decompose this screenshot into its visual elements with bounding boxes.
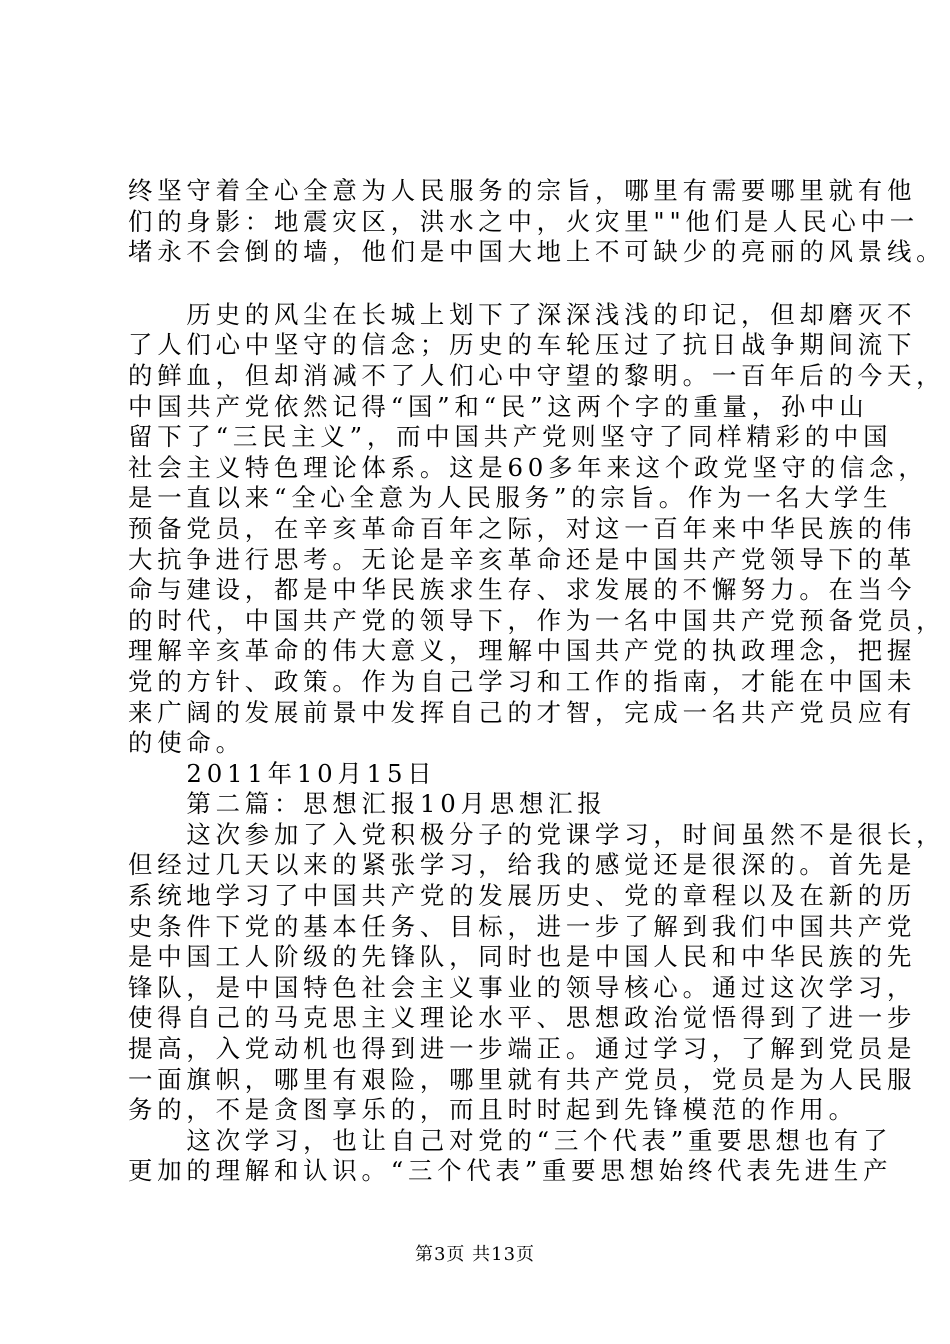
text-line: 第二篇：思想汇报10月思想汇报: [128, 789, 607, 819]
text-line: 但经过几天以来的紧张学习，给我的感觉还是很深的。首先是: [128, 850, 917, 880]
text-line: 预备党员，在辛亥革命百年之际，对这一百年来中华民族的伟: [128, 513, 917, 543]
text-line: 党的方针、政策。作为自己学习和工作的指南，才能在中国未: [128, 666, 917, 696]
text-line: 的时代，中国共产党的领导下，作为一名中国共产党预备党员，: [128, 605, 946, 635]
text-line: 务的，不是贪图享乐的，而且时时起到先锋模范的作用。: [128, 1095, 858, 1125]
text-line: 这次参加了入党积极分子的党课学习，时间虽然不是很长，: [128, 819, 946, 849]
text-line: 堵永不会倒的墙，他们是中国大地上不可缺少的亮丽的风景线。: [128, 237, 946, 267]
text-line: 们的身影：地震灾区，洪水之中，火灾里""他们是人民心中一: [128, 206, 919, 236]
text-line: 是一直以来“全心全意为人民服务”的宗旨。作为一名大学生: [128, 483, 893, 513]
text-line: 的使命。: [128, 728, 245, 758]
paragraph-p3: [128, 819, 946, 1126]
text-line: 系统地学习了中国共产党的发展历史、党的章程以及在新的历: [128, 881, 917, 911]
text-line: 锋队，是中国特色社会主义事业的领导核心。通过这次学习，: [128, 972, 917, 1002]
text-line: 一面旗帜，哪里有艰险，哪里就有共产党员，党员是为人民服: [128, 1064, 917, 1094]
text-line: 历史的风尘在长城上划下了深深浅浅的印记，但却磨灭不: [128, 299, 917, 329]
text-line: 了人们心中坚守的信念；历史的车轮压过了抗日战争期间流下: [128, 330, 917, 360]
text-line: 更加的理解和认识。“三个代表”重要思想始终代表先进生产: [128, 1156, 893, 1186]
text-line: 理解辛亥革命的伟大意义，理解中国共产党的执政理念，把握: [128, 636, 917, 666]
text-line: 大抗争进行思考。无论是辛亥革命还是中国共产党领导下的革: [128, 544, 917, 574]
text-line: 社会主义特色理论体系。这是60多年来这个政党坚守的信念，: [128, 452, 928, 482]
text-line: 中国共产党依然记得“国”和“民”这两个字的重量，孙中山: [128, 391, 869, 421]
text-line: 命与建设，都是中华民族求生存、求发展的不懈努力。在当今: [128, 575, 917, 605]
paragraph-gap: [128, 268, 848, 300]
text-line: 使得自己的马克思主义理论水平、思想政治觉悟得到了进一步: [128, 1003, 917, 1033]
text-line: 留下了“三民主义”，而中国共产党则坚守了同样精彩的中国: [128, 422, 893, 452]
document-body: [128, 176, 946, 1187]
paragraph-date: [128, 759, 848, 790]
text-line: 来广阔的发展前景中发挥自己的才智，完成一名共产党员应有: [128, 697, 917, 727]
paragraph-p2: [128, 299, 946, 759]
text-line: 2011年10月15日: [128, 758, 437, 788]
paragraph-p1: [128, 176, 946, 268]
text-line: 史条件下党的基本任务、目标，进一步了解到我们中国共产党: [128, 911, 917, 941]
paragraph-heading: [128, 789, 848, 820]
paragraph-p4: [128, 1125, 893, 1187]
text-line: 这次学习，也让自己对党的“三个代表”重要思想也有了: [128, 1125, 893, 1155]
text-line: 是中国工人阶级的先锋队，同时也是中国人民和中华民族的先: [128, 942, 917, 972]
text-line: 的鲜血，但却消减不了人们心中守望的黎明。一百年后的今天，: [128, 360, 946, 390]
page-footer: 第3页 共13页: [414, 1244, 536, 1265]
text-line: 提高，入党动机也得到进一步端正。通过学习，了解到党员是: [128, 1034, 917, 1064]
text-line: 终坚守着全心全意为人民服务的宗旨，哪里有需要哪里就有他: [128, 176, 917, 205]
